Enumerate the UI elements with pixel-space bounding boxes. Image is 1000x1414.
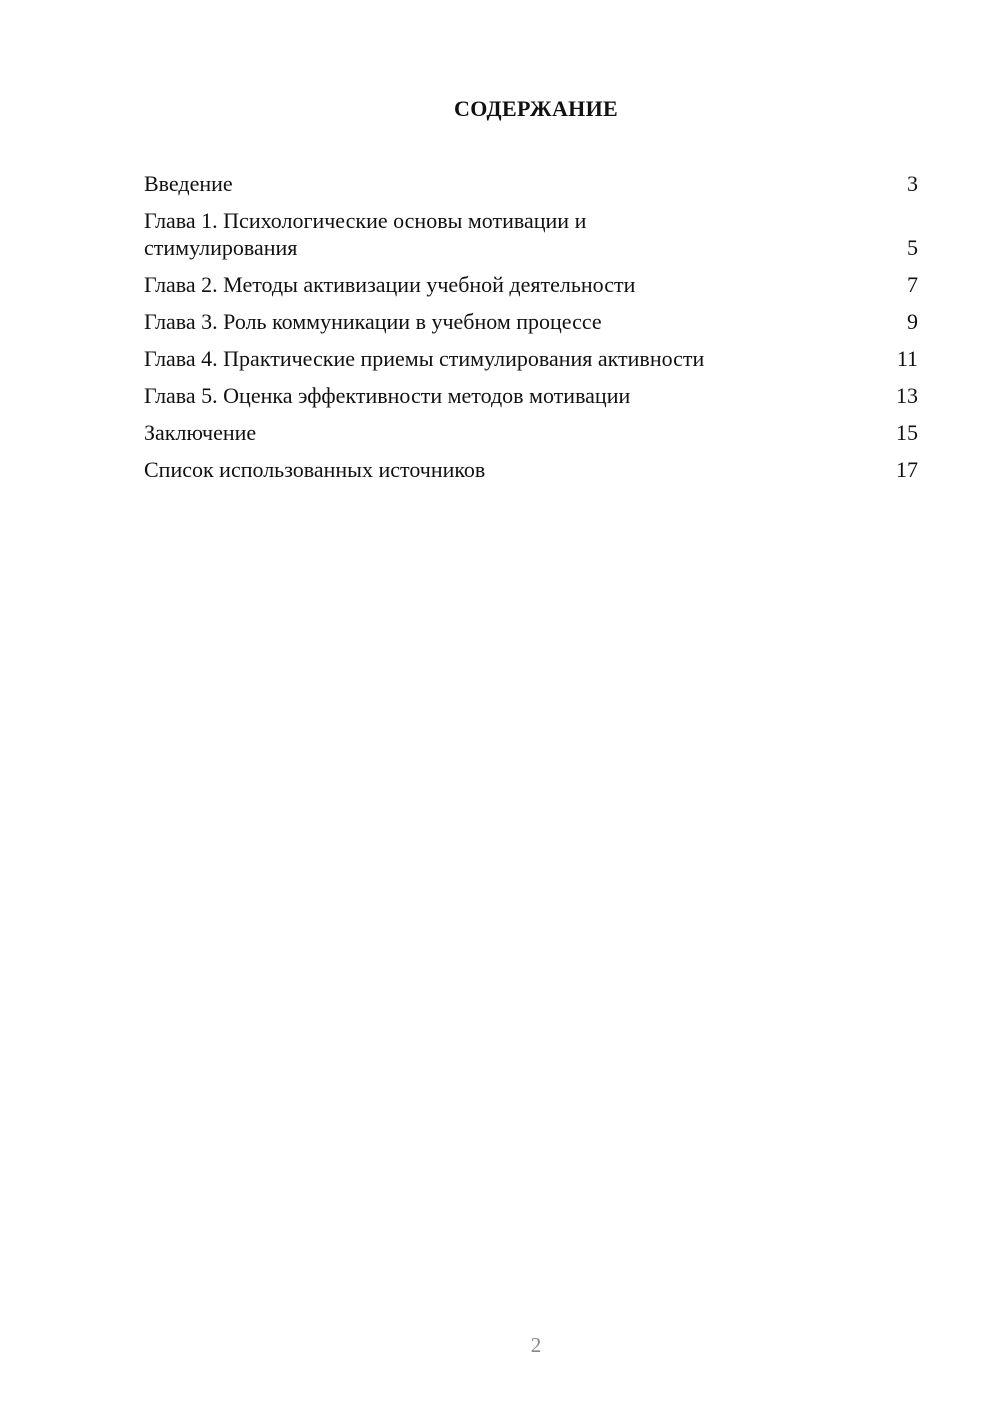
toc-entry-label: Глава 3. Роль коммуникации в учебном процессе (144, 309, 602, 334)
toc-entry-references (144, 456, 918, 483)
toc-entry-conclusion (144, 419, 918, 446)
toc-entry-page: 7 (907, 272, 918, 297)
toc-entry-label: Глава 2. Методы активизации учебной деятельности (144, 272, 636, 297)
toc-entry-page: 13 (896, 383, 918, 408)
toc-entry-label: Список использованных источников (144, 457, 486, 482)
toc-entry-page: 3 (907, 171, 918, 196)
page-number: 2 (530, 1333, 542, 1357)
toc-entry-label: Глава 1. Психологические основы мотивации и стимулирования (144, 208, 587, 260)
toc-entry-page: 9 (907, 309, 918, 334)
toc-entry-label: Введение (144, 171, 233, 196)
page-title: СОДЕРЖАНИЕ (454, 96, 618, 121)
toc-entry-chapter-2 (144, 271, 918, 298)
toc-entry-page: 17 (896, 457, 918, 482)
toc-entry-page: 5 (907, 235, 918, 260)
toc-entry-page: 15 (896, 420, 918, 445)
toc-entry-label: Заключение (144, 420, 257, 445)
table-of-contents (144, 170, 918, 493)
toc-entry-chapter-5 (144, 382, 918, 409)
toc-entry-chapter-4 (144, 345, 918, 372)
toc-entry-chapter-1 (144, 207, 918, 261)
toc-entry-introduction (144, 170, 918, 197)
toc-entry-chapter-3 (144, 308, 918, 335)
toc-entry-label: Глава 4. Практические приемы стимулирования активности (144, 346, 705, 371)
toc-entry-label: Глава 5. Оценка эффективности методов мотивации (144, 383, 631, 408)
toc-entry-page: 11 (896, 346, 918, 371)
